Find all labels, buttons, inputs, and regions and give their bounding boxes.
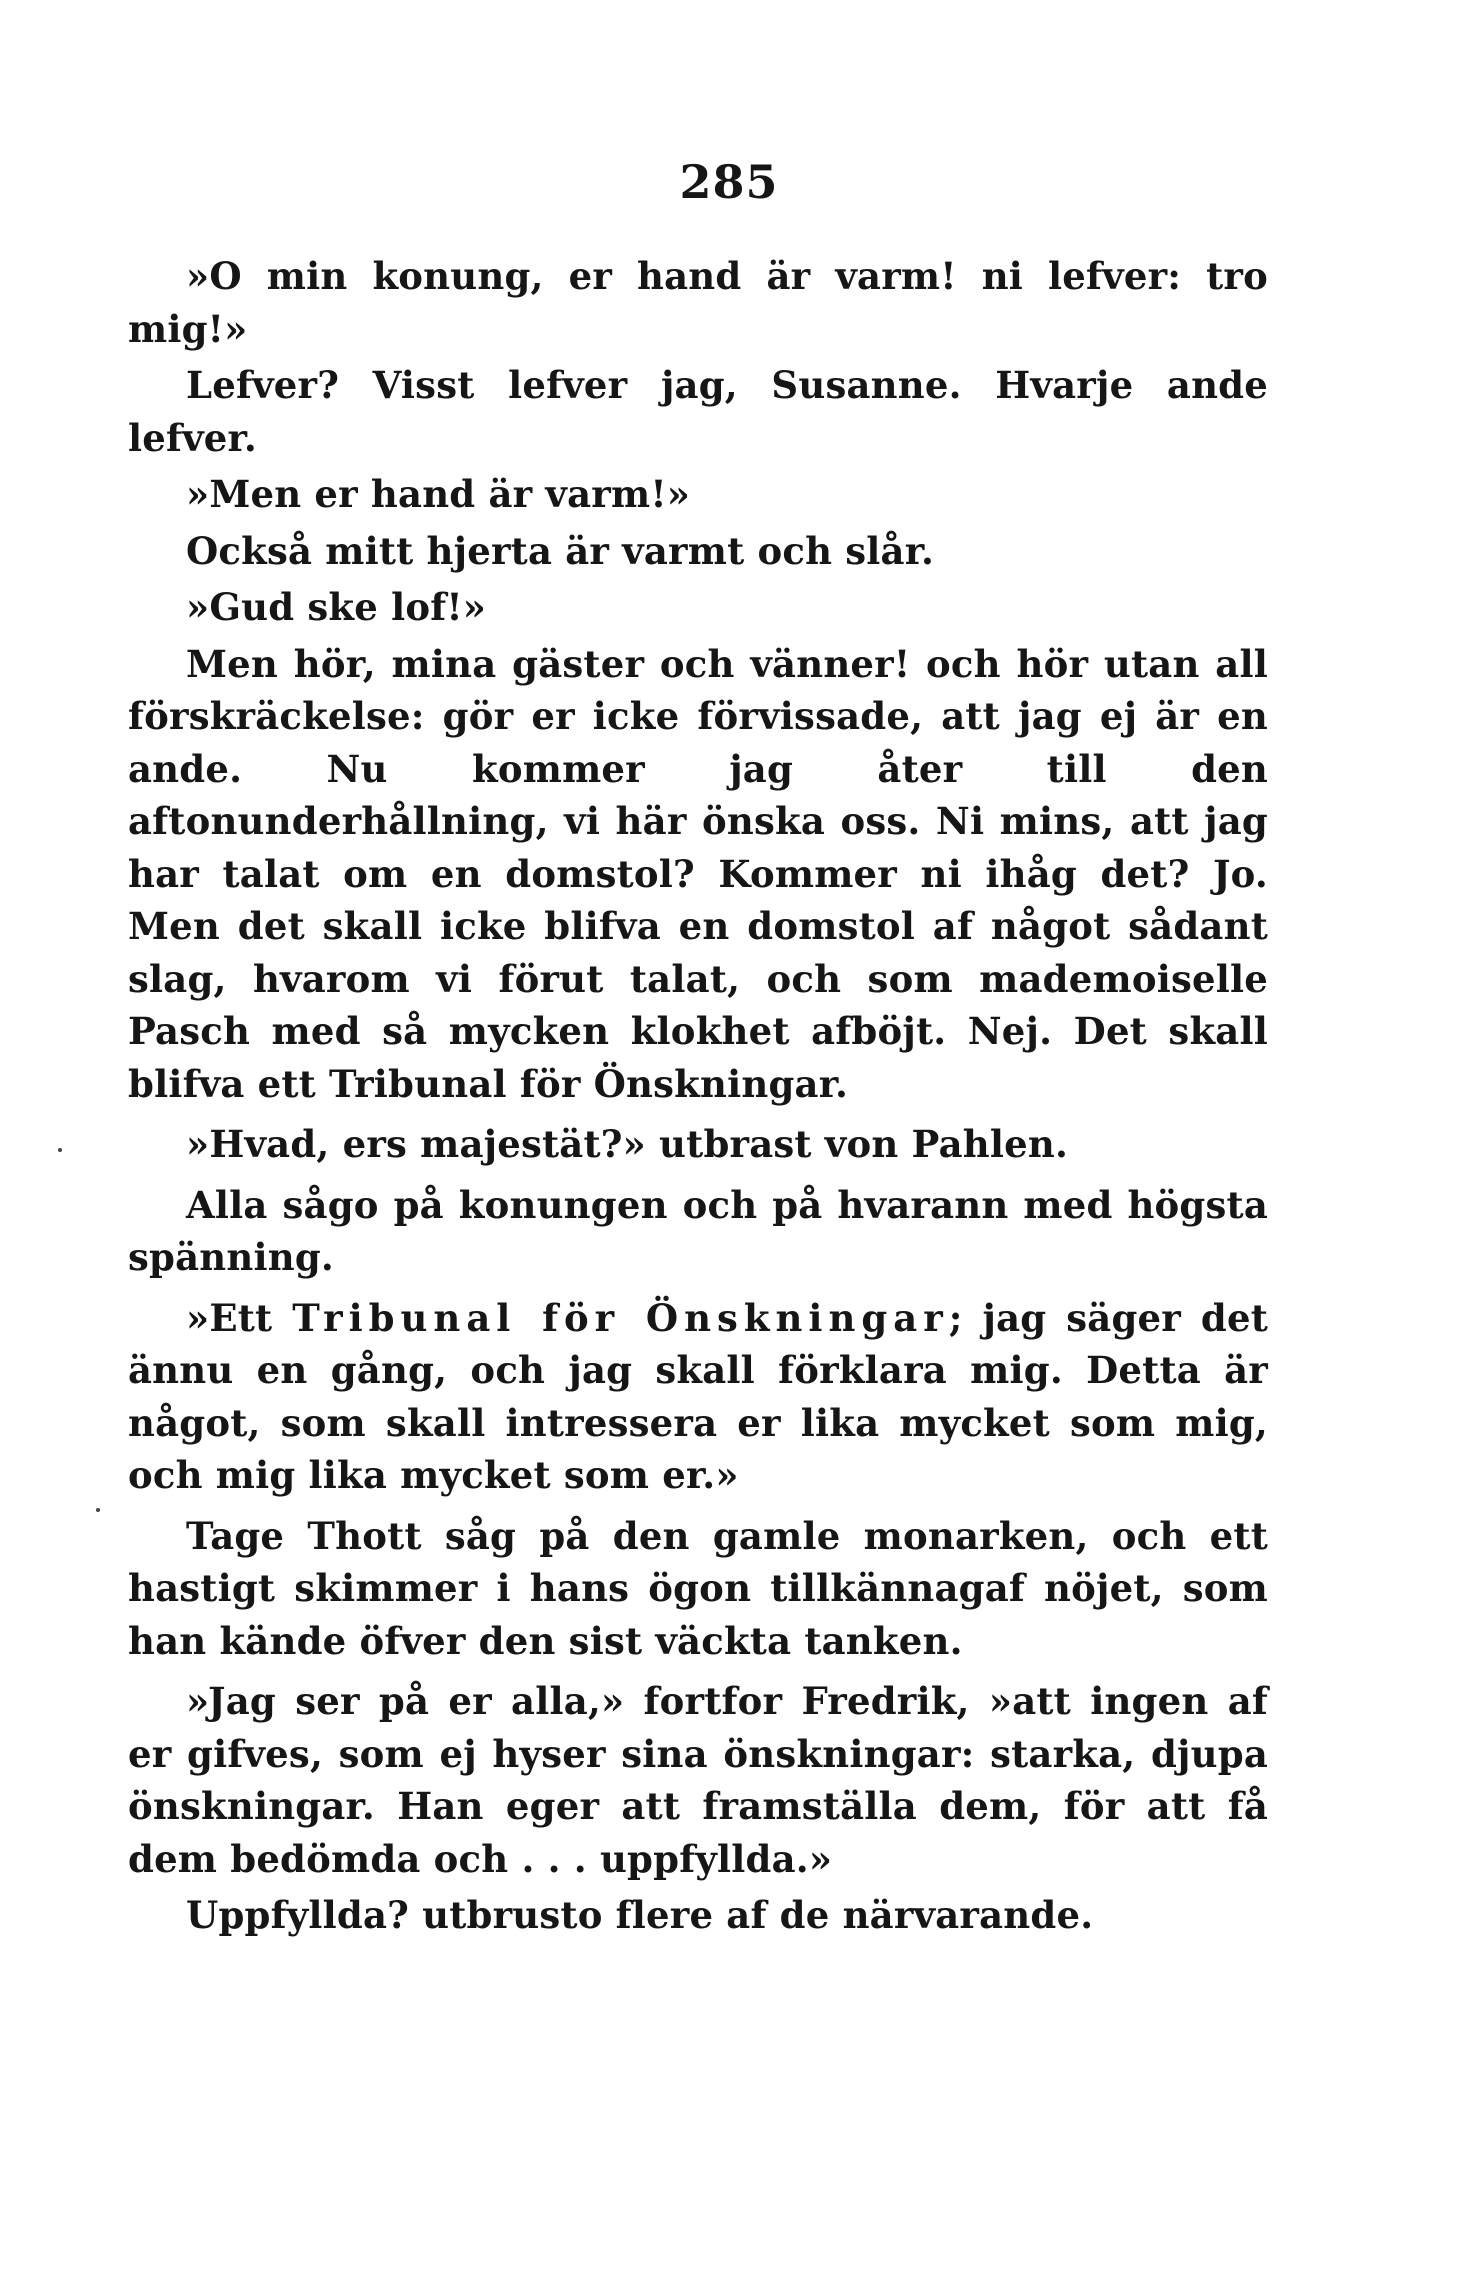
paragraph-9	[128, 1292, 1268, 1502]
paragraph-11: »Jag ser på er alla,» fortfor Fredrik, »att ingen af er gifves, som ej hyser sina önskningar: starka, djupa önskningar. Han eger att framställa dem, för att få dem bedömda och . . . uppfyllda.»	[128, 1679, 1268, 1881]
paragraph-5: »Gud ske lof!»	[186, 585, 487, 629]
tribunal-term: Tribunal för Önskningar	[292, 1295, 949, 1340]
paragraph-8: Alla sågo på konungen och på hvarann med högsta spänning.	[128, 1182, 1268, 1279]
paragraph-2: Lefver? Visst lefver jag, Susanne. Hvarje ande lefver.	[128, 363, 1268, 460]
page-number: 285	[679, 155, 779, 209]
body-text	[128, 250, 1268, 1946]
paragraph-1: »O min konung, er hand är varm! ni lefver: tro mig!»	[128, 254, 1268, 351]
paragraph-3: »Men er hand är varm!»	[186, 472, 691, 516]
paragraph-6: Men hör, mina gäster och vänner! och hör utan all förskräckelse: gör er icke förvissade, att jag ej är en ande. Nu kommer jag åter till den aftonunderhållning, vi här önska oss. Ni mins, att jag har talat om en domstol? Kommer ni ihåg det? Jo. Men det skall icke blifva en domstol af något sådant slag, hvarom vi förut talat, och som mademoiselle Pasch med så mycken klokhet afböjt. Nej. Det skall blifva ett Tribunal för Önskningar.	[128, 641, 1268, 1106]
margin-speck	[58, 1148, 62, 1152]
paragraph-9-end: ; jag säger det ännu en gång, och jag skall förklara mig. Detta är något, som skall intressera er lika mycket som mig, och mig lika mycket som er.»	[128, 1295, 1269, 1497]
margin-speck	[96, 1508, 100, 1512]
paragraph-12: Uppfyllda? utbrusto flere af de närvarande.	[186, 1893, 1094, 1937]
paragraph-10: Tage Thott såg på den gamle monarken, och ett hastigt skimmer i hans ögon tillkännagaf nöjet, som han kände öfver den sist väckta tanken.	[128, 1513, 1268, 1663]
paragraph-9-start: »Ett	[186, 1295, 293, 1340]
paragraph-4: Också mitt hjerta är varmt och slår.	[186, 528, 935, 573]
paragraph-7: »Hvad, ers majestät?» utbrast von Pahlen.	[186, 1122, 1069, 1166]
